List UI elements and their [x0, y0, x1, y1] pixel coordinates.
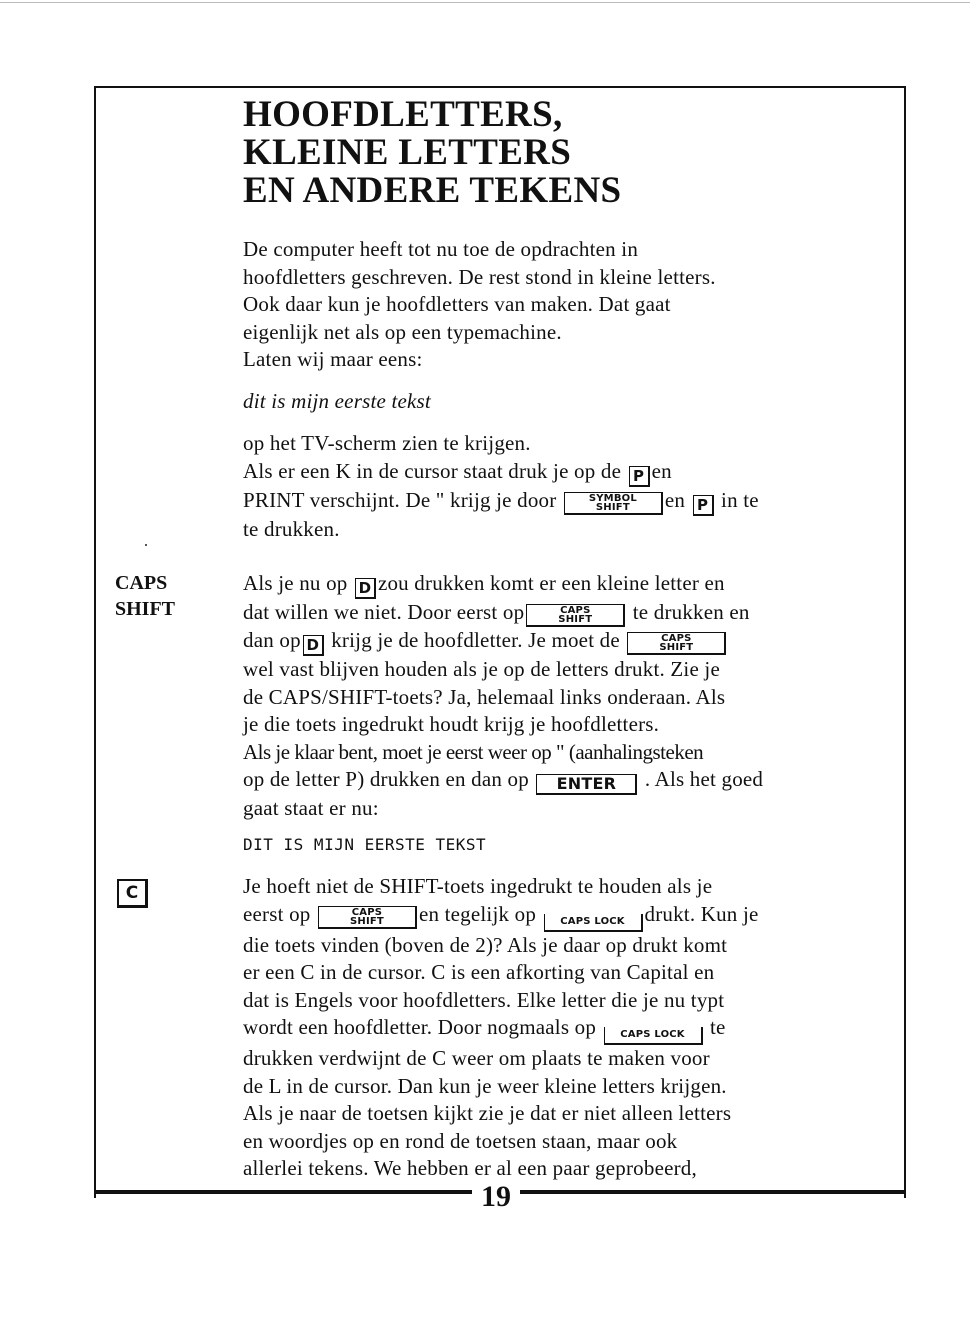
text-line	[243, 627, 888, 656]
key-p-icon: P	[693, 495, 714, 516]
key-label: SYMBOL	[588, 492, 637, 504]
text-line: je die toets ingedrukt houdt krijg je hoofdletters.	[243, 712, 660, 736]
key-label: SHIFT	[349, 915, 384, 927]
text-line: allerlei tekens. We hebben er al een paar geprobeerd,	[243, 1156, 697, 1180]
text-line: die toets vinden (boven de 2)? Als je daar op drukt komt	[243, 932, 728, 957]
example-text-italic: dit is mijn eerste tekst	[243, 389, 431, 413]
key-label: SHIFT	[558, 614, 593, 625]
text-fragment: . Als het goed	[644, 767, 764, 791]
caps-lock-paragraph	[243, 873, 888, 1183]
text-line: hoofdletters geschreven. De rest stond in kleine letters.	[243, 264, 716, 289]
text-line	[243, 766, 888, 795]
footer-rule-right	[520, 1190, 904, 1194]
text-line	[243, 599, 888, 627]
text-line: Laten wij maar eens:	[243, 347, 423, 371]
key-label: CAPS	[560, 605, 591, 616]
text-fragment: op de letter P) drukken en dan op	[243, 767, 529, 791]
caps-shift-paragraph	[243, 570, 888, 823]
key-symbol-shift-icon	[564, 492, 663, 515]
key-caps-shift-icon	[627, 632, 726, 655]
key-enter-icon: ENTER	[536, 774, 637, 795]
key-label: SHIFT	[659, 642, 694, 653]
text-fragment: dan op	[243, 628, 301, 652]
key-d-icon: D	[303, 635, 324, 656]
text-line: wel vast blijven houden als je op de letters drukt. Zie je	[243, 657, 720, 681]
text-line: drukken verdwijnt de C weer om plaats te maken voor	[243, 1046, 710, 1070]
text-fragment: dat willen we niet. Door eerst op	[243, 600, 525, 624]
key-label: CAPS	[661, 633, 692, 644]
key-d-icon: D	[355, 578, 376, 599]
intro-paragraph	[243, 236, 888, 374]
text-fragment: krijg je de hoofdletter. Je moet de	[331, 628, 620, 652]
text-fragment: Als er een K in de cursor staat druk je op de	[243, 458, 622, 483]
text-fragment: en	[651, 458, 672, 483]
text-fragment: zou drukken komt er een kleine letter en	[377, 571, 725, 595]
text-line	[243, 901, 888, 932]
side-heading-caps-shift	[115, 570, 175, 622]
text-line: en woordjes op en rond de toetsen staan, maar ook	[243, 1128, 678, 1153]
text-line: Je hoeft niet de SHIFT-toets ingedrukt te houden als je	[243, 874, 713, 898]
key-label: CAPS	[351, 906, 383, 918]
key-caps-lock-icon: CAPS LOCK	[604, 1027, 703, 1045]
key-p-icon: P	[629, 466, 650, 487]
text-fragment: eerst op	[243, 901, 311, 926]
title-line: KLEINE LETTERS	[243, 132, 572, 173]
text-line: eigenlijk net als op een typemachine.	[243, 319, 562, 344]
footer-rule-left	[94, 1190, 472, 1194]
text-line: de CAPS/SHIFT-toets? Ja, helemaal links onderaan. Als	[243, 684, 726, 709]
text-fragment: te	[709, 1015, 726, 1039]
text-fragment: in te	[721, 487, 759, 512]
text-line: gaat staat er nu:	[243, 796, 379, 820]
title-line: HOOFDLETTERS,	[243, 94, 563, 135]
text-fragment: Als je nu op	[243, 571, 348, 595]
text-line: de L in de cursor. Dan kun je weer kleine letters krijgen.	[243, 1073, 727, 1098]
text-line: Als je naar de toetsen kijkt zie je dat er niet alleen letters	[243, 1101, 732, 1125]
text-line: Als je klaar bent, moet je eerst weer op " (aanhalingsteken	[243, 739, 704, 764]
key-label: SHIFT	[595, 501, 630, 513]
text-fragment: drukt. Kun je	[644, 901, 759, 926]
key-caps-lock-icon: CAPS LOCK	[544, 914, 643, 932]
text-line: op het TV-scherm zien te krijgen.	[243, 431, 531, 455]
example-text-mono: DIT IS MIJN EERSTE TEKST	[243, 835, 487, 854]
text-fragment: en tegelijk op	[418, 901, 537, 926]
key-caps-shift-icon	[526, 604, 625, 627]
key-c-icon: C	[117, 879, 148, 908]
side-heading-line: CAPS	[115, 572, 168, 594]
text-fragment: PRINT verschijnt. De " krijg je door	[243, 487, 557, 512]
text-line: Ook daar kun je hoofdletters van maken. Dat gaat	[243, 292, 671, 316]
key-caps-shift-icon	[318, 906, 417, 929]
text-line	[243, 570, 888, 599]
stray-mark	[145, 544, 147, 546]
text-line	[243, 458, 888, 487]
text-line: er een C in de cursor. C is een afkorting van Capital en	[243, 960, 715, 984]
text-fragment: en	[664, 487, 686, 512]
chapter-title	[243, 96, 621, 210]
text-line: dat is Engels voor hoofdletters. Elke letter die je nu typt	[243, 987, 725, 1012]
text-fragment: wordt een hoofdletter. Door nogmaals op	[243, 1015, 597, 1039]
top-scan-line	[0, 2, 970, 3]
text-line: De computer heeft tot nu toe de opdrachten in	[243, 237, 639, 261]
print-paragraph	[243, 430, 888, 543]
text-line	[243, 1014, 888, 1045]
side-heading-line: SHIFT	[115, 598, 176, 620]
text-line	[243, 487, 888, 516]
text-line: te drukken.	[243, 516, 340, 541]
page-number: 19	[481, 1180, 511, 1213]
text-fragment: te drukken en	[632, 600, 750, 624]
title-line: EN ANDERE TEKENS	[243, 170, 622, 211]
